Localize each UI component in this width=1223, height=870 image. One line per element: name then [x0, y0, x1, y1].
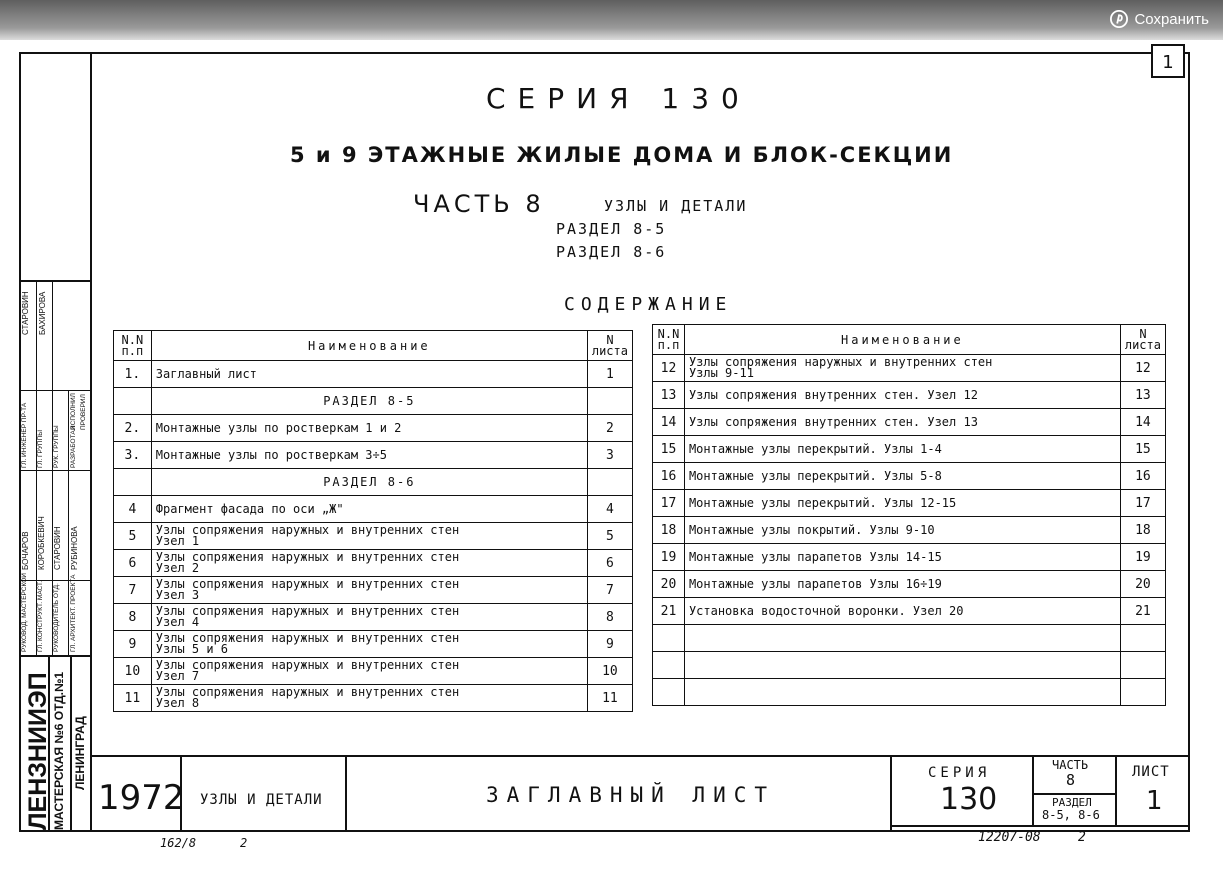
cell-name	[151, 577, 587, 604]
cell-sheet: 15	[1120, 436, 1165, 463]
table-row	[653, 463, 1166, 490]
stamp-divider	[1115, 757, 1117, 825]
table-row	[653, 598, 1166, 625]
stamp-divider	[1032, 757, 1034, 825]
cell-name-line-2: Узел 4	[155, 615, 200, 629]
cell-number: 5	[114, 523, 152, 550]
series-title: СЕРИЯ 130	[486, 82, 751, 115]
header-name: Наименование	[684, 325, 1120, 355]
cell-sheet	[1120, 625, 1165, 652]
cell-number: 3.	[114, 442, 152, 469]
header-sheet: N листа	[587, 331, 632, 361]
pinterest-icon	[1110, 10, 1128, 28]
section-label: РАЗДЕЛ 8-6	[151, 469, 587, 496]
cell-number: 12	[653, 355, 685, 382]
table-row	[114, 361, 633, 388]
side-action: РАЗРАБОТАЛ	[70, 425, 77, 468]
cell-name-line-2: Узлы 5 и 6	[155, 642, 229, 656]
cell-number: 2.	[114, 415, 152, 442]
side-workshop: МАСТЕРСКАЯ №6 ОТД.№1	[52, 671, 66, 830]
side-stamp-line	[19, 280, 91, 282]
table-row	[114, 496, 633, 523]
cell-sheet: 4	[587, 496, 632, 523]
side-role: ГЛ. АРХИТЕКТ. ПРОЕКТА	[70, 574, 77, 652]
cell-name-line-2: Узел 7	[155, 669, 200, 683]
section-label: РАЗДЕЛ 8-5	[151, 388, 587, 415]
table-row	[114, 415, 633, 442]
stamp-divider	[1032, 793, 1115, 795]
table-header	[653, 325, 1166, 355]
cell-sheet	[1120, 652, 1165, 679]
side-stamp-line	[19, 390, 91, 391]
table-row	[114, 604, 633, 631]
cell-sheet: 7	[587, 577, 632, 604]
stamp-part-value: 8	[1066, 771, 1076, 789]
cell-sheet: 13	[1120, 382, 1165, 409]
cell-number: 16	[653, 463, 685, 490]
sheet-margin-line	[90, 52, 92, 832]
table-row	[653, 652, 1166, 679]
table-row	[114, 550, 633, 577]
part-description: УЗЛЫ И ДЕТАЛИ	[604, 197, 748, 215]
table-row	[653, 679, 1166, 706]
cell-sheet	[587, 388, 632, 415]
cell-name-line-1: Узлы сопряжения наружных и внутренних стен	[155, 523, 460, 537]
side-name: СТАРОВИН	[21, 291, 30, 335]
side-role: РУКОВОДИТЕЛЬ ОТД.	[53, 583, 60, 652]
table-row	[653, 409, 1166, 436]
side-name: КОРОБКЕВИЧ	[37, 516, 46, 570]
cell-name: Монтажные узлы покрытий. Узлы 9-10	[684, 517, 1120, 544]
side-name: СТАРОВИН	[53, 526, 62, 570]
table-row	[653, 517, 1166, 544]
cell-sheet	[587, 469, 632, 496]
cell-name-line-2: Узел 1	[155, 534, 200, 548]
contents-table-left	[113, 330, 633, 712]
cell-sheet: 18	[1120, 517, 1165, 544]
stamp-section-label: РАЗДЕЛ	[1052, 796, 1092, 809]
table-row	[653, 625, 1166, 652]
cell-number	[653, 652, 685, 679]
table-row	[114, 658, 633, 685]
table-row	[114, 685, 633, 712]
cell-number: 10	[114, 658, 152, 685]
side-stamp-line	[19, 580, 91, 581]
cell-name-line-2: Узел 8	[155, 696, 200, 710]
table-row	[653, 490, 1166, 517]
stamp-code-right: 12207-08	[978, 830, 1041, 845]
side-action: ИСПОЛНИЛ	[70, 393, 77, 430]
cell-number: 6	[114, 550, 152, 577]
stamp-code-left-2: 2	[240, 836, 248, 850]
cell-name	[684, 355, 1120, 382]
cell-name: Монтажные узлы перекрытий. Узлы 5-8	[684, 463, 1120, 490]
cell-number: 11	[114, 685, 152, 712]
cell-name: Монтажные узлы парапетов Узлы 14-15	[684, 544, 1120, 571]
stamp-part-label: ЧАСТЬ	[1052, 758, 1089, 772]
cell-sheet: 17	[1120, 490, 1165, 517]
stamp-year: 1972	[98, 778, 185, 818]
cell-sheet: 5	[587, 523, 632, 550]
table-row	[114, 442, 633, 469]
stamp-top-line	[92, 755, 1190, 757]
cell-sheet: 19	[1120, 544, 1165, 571]
cell-number: 14	[653, 409, 685, 436]
stamp-divider	[890, 757, 892, 832]
section-row	[114, 388, 633, 415]
cell-name	[151, 685, 587, 712]
save-label: Сохранить	[1134, 10, 1209, 28]
cell-sheet: 8	[587, 604, 632, 631]
side-action: ГЛ. ГРУППЫ	[37, 430, 44, 468]
cell-name: Монтажные узлы по ростверкам 3÷5	[151, 442, 587, 469]
cell-sheet: 1	[587, 361, 632, 388]
side-action: ПРОВЕРИЛ	[80, 394, 87, 430]
side-role: РУКОВОД. МАСТЕРСКОЙ	[21, 573, 28, 652]
stamp-divider	[345, 757, 347, 832]
header-number: N.N п.п	[114, 331, 152, 361]
table-row	[653, 571, 1166, 598]
cell-name: Установка водосточной воронки. Узел 20	[684, 598, 1120, 625]
cell-name	[684, 679, 1120, 706]
cell-sheet	[1120, 679, 1165, 706]
cell-sheet: 9	[587, 631, 632, 658]
table-row	[114, 577, 633, 604]
side-action: РУК. ГРУППЫ	[53, 425, 60, 468]
cell-number: 21	[653, 598, 685, 625]
side-stamp-line	[19, 655, 91, 657]
cell-name: Монтажные узлы парапетов Узлы 16÷19	[684, 571, 1120, 598]
cell-name-line-1: Узлы сопряжения наружных и внутренних стен	[155, 685, 460, 699]
cell-name: Фрагмент фасада по оси „Ж"	[151, 496, 587, 523]
cell-name-line-1: Узлы сопряжения наружных и внутренних стен	[155, 631, 460, 645]
cell-number: 15	[653, 436, 685, 463]
cell-name-line-1: Узлы сопряжения наружных и внутренних стен	[155, 658, 460, 672]
table-row	[114, 523, 633, 550]
cell-name	[151, 604, 587, 631]
stamp-subject: УЗЛЫ И ДЕТАЛИ	[200, 792, 323, 808]
cell-sheet: 11	[587, 685, 632, 712]
side-name: БАХИРОВА	[38, 291, 47, 335]
side-stamp-line	[19, 470, 91, 471]
cell-name	[151, 523, 587, 550]
cell-name: Узлы сопряжения внутренних стен. Узел 12	[684, 382, 1120, 409]
cell-name-line-2: Узел 2	[155, 561, 200, 575]
stamp-list-value: 1	[1146, 786, 1163, 816]
table-row	[653, 544, 1166, 571]
cell-name	[684, 652, 1120, 679]
side-name: БОЧАРОВ	[21, 531, 30, 570]
side-city: ЛЕНИНГРАД	[73, 716, 87, 790]
cell-name-line-2: Узлы 9-11	[688, 366, 754, 380]
section-title-1: РАЗДЕЛ 8-5	[556, 220, 667, 238]
table-row	[653, 382, 1166, 409]
cell-name: Узлы сопряжения внутренних стен. Узел 13	[684, 409, 1120, 436]
table-row	[653, 355, 1166, 382]
cell-number: 7	[114, 577, 152, 604]
table-row	[114, 631, 633, 658]
cell-number: 18	[653, 517, 685, 544]
side-org-name: ЛЕНЗНИИЭП	[24, 672, 52, 830]
cell-sheet: 6	[587, 550, 632, 577]
table-row	[653, 436, 1166, 463]
cell-sheet: 2	[587, 415, 632, 442]
cell-sheet: 3	[587, 442, 632, 469]
cell-name	[151, 631, 587, 658]
side-name: РУБИНОВА	[70, 526, 79, 570]
cell-name: Монтажные узлы по ростверкам 1 и 2	[151, 415, 587, 442]
stamp-code-left: 162/8	[160, 836, 197, 850]
cell-name	[151, 658, 587, 685]
cell-sheet: 12	[1120, 355, 1165, 382]
cell-number: 13	[653, 382, 685, 409]
cell-name-line-1: Узлы сопряжения наружных и внутренних стен	[688, 355, 993, 369]
cell-number: 9	[114, 631, 152, 658]
side-stamp-line	[68, 390, 69, 655]
stamp-series-label: СЕРИЯ	[928, 765, 991, 781]
cell-name	[151, 550, 587, 577]
cell-number	[653, 679, 685, 706]
sheet-number: 1	[1151, 44, 1185, 78]
cell-name-line-1: Узлы сопряжения наружных и внутренних стен	[155, 577, 460, 591]
cell-number	[114, 388, 152, 415]
section-title-2: РАЗДЕЛ 8-6	[556, 243, 667, 261]
cell-name: Монтажные узлы перекрытий. Узлы 12-15	[684, 490, 1120, 517]
cell-number	[114, 469, 152, 496]
save-button[interactable]	[1110, 10, 1209, 28]
cell-number: 19	[653, 544, 685, 571]
header-number: N.N п.п	[653, 325, 685, 355]
contents-heading: СОДЕРЖАНИЕ	[564, 294, 733, 315]
cell-sheet: 20	[1120, 571, 1165, 598]
stamp-code-right-2: 2	[1078, 830, 1086, 845]
side-action: ГЛ. ИНЖЕНЕР ПР-ТА	[21, 402, 28, 468]
cell-name: Заглавный лист	[151, 361, 587, 388]
document-subtitle: 5 и 9 ЭТАЖНЫЕ ЖИЛЫЕ ДОМА И БЛОК-СЕКЦИИ	[290, 143, 954, 167]
side-role: ГЛ. КОНСТРУКТ. МАСТ.	[37, 580, 44, 652]
cell-number: 17	[653, 490, 685, 517]
header-sheet: N листа	[1120, 325, 1165, 355]
stamp-list-label: ЛИСТ	[1132, 764, 1170, 780]
cell-name: Монтажные узлы перекрытий. Узлы 1-4	[684, 436, 1120, 463]
cell-number: 1.	[114, 361, 152, 388]
cell-sheet: 16	[1120, 463, 1165, 490]
stamp-divider	[890, 825, 1190, 827]
contents-table-right	[652, 324, 1166, 706]
part-title: ЧАСТЬ 8	[413, 190, 545, 218]
side-stamp-line	[70, 655, 72, 832]
stamp-section-value: 8-5, 8-6	[1042, 808, 1100, 822]
section-row	[114, 469, 633, 496]
top-bar	[0, 0, 1223, 40]
cell-sheet: 10	[587, 658, 632, 685]
cell-number	[653, 625, 685, 652]
cell-name-line-1: Узлы сопряжения наружных и внутренних стен	[155, 550, 460, 564]
cell-name-line-1: Узлы сопряжения наружных и внутренних стен	[155, 604, 460, 618]
cell-number: 8	[114, 604, 152, 631]
cell-number: 20	[653, 571, 685, 598]
cell-sheet: 14	[1120, 409, 1165, 436]
cell-name	[684, 625, 1120, 652]
cell-name-line-2: Узел 3	[155, 588, 200, 602]
header-name: Наименование	[151, 331, 587, 361]
cell-number: 4	[114, 496, 152, 523]
table-header	[114, 331, 633, 361]
cell-sheet: 21	[1120, 598, 1165, 625]
stamp-sheet-title: ЗАГЛАВНЫЙ ЛИСТ	[486, 783, 776, 807]
stamp-series-value: 130	[940, 782, 998, 817]
